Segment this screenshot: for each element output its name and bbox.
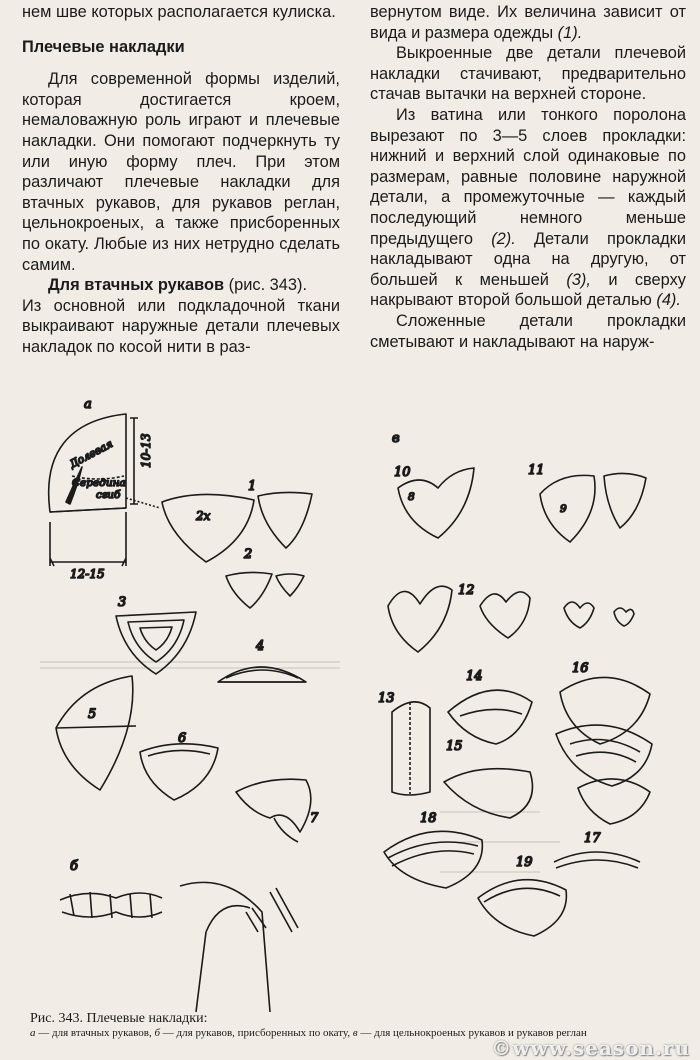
piece-11 [540, 473, 646, 542]
caption-v-letter: в [352, 1027, 358, 1039]
grain-label: Долевая [67, 437, 115, 471]
piece-3 [116, 612, 196, 674]
paragraph-r3-a: Из ватина или тонкого поролона вырезают по 3—5 слоев прокладки: нижний и верхний слой одинаковые по размерам, равные половине наружной детали, а промежуточные — каждый последующий немного меньше предыдущего [370, 105, 686, 248]
fold-label-1: Середина [72, 477, 126, 489]
piece-16 [556, 677, 652, 824]
paragraph-top: нем шве которых располагается кулиска. [22, 3, 336, 21]
label-v: в [392, 431, 400, 446]
sleeve-drawing [180, 882, 298, 1012]
num-1: 1 [248, 479, 257, 494]
piece-13 [392, 702, 430, 795]
num-3: 3 [118, 595, 127, 610]
paragraph-r1 [370, 2, 686, 43]
piece-7 [236, 779, 311, 842]
ref-1: (1). [557, 23, 583, 42]
dim-height: 10-13 [139, 433, 153, 468]
caption-title: Рис. 343. Плечевые накладки: [30, 1011, 208, 1026]
left-text-column [22, 2, 340, 358]
paragraph-subsection-body: Из основной или подкладочной ткани выкраивают наружные детали плечевых накладок по косой нити в раз- [22, 296, 340, 356]
caption-a-text: — для втачных рукавов, [35, 1027, 155, 1039]
paragraph-subsection [22, 275, 340, 296]
paragraph-r3 [370, 105, 686, 311]
num-17: 17 [584, 831, 601, 846]
piece-17 [554, 852, 640, 868]
piece-1 [162, 492, 312, 562]
caption-b-text: — для рукавов, присборенных по окату, [160, 1027, 353, 1039]
piece-18 [384, 831, 482, 888]
paragraph-r4: Сложенные детали прокладки сметывают и накладывают на наруж- [370, 311, 686, 351]
paragraph-r1-text: вернутом виде. Их величина зависит от вида и размера одежды [370, 3, 686, 42]
right-text-column [370, 2, 686, 352]
piece-6 [140, 744, 218, 800]
paragraph-intro: Для современной формы изделий, которая достигается кроем, немаловажную роль играют и плечевые накладки. Они помогают подчеркнуть ту или иную форму плеч. При этом различают плечевые накладки для втачных рукавов, для рукавов реглан, цельнокроеных, а также присборенных по окату. Любые из них нетрудно сделать самим. [22, 70, 340, 274]
num-7: 7 [310, 811, 319, 826]
num-15: 15 [446, 739, 463, 754]
mult-label: 2х [196, 509, 211, 523]
ref-3: (3), [566, 270, 591, 289]
fold-label-2: сгиб [96, 489, 121, 501]
num-16: 16 [572, 661, 589, 676]
figure-343 [0, 372, 700, 1012]
num-14: 14 [466, 669, 483, 684]
num-9: 9 [560, 503, 567, 515]
num-11: 11 [528, 463, 545, 478]
num-5: 5 [88, 707, 97, 722]
num-13: 13 [378, 691, 395, 706]
subsection-figure-ref: (рис. 343). [228, 276, 308, 295]
piece-15 [444, 769, 533, 818]
paragraph-r2: Выкроенные две детали плечевой накладки стачивают, предварительно стачав вытачки на верхней стороне. [370, 44, 686, 104]
num-6: 6 [178, 731, 187, 746]
piece-19 [478, 880, 566, 936]
num-4: 4 [256, 639, 265, 654]
num-10: 10 [394, 465, 411, 480]
caption-b-letter: б [154, 1027, 161, 1039]
section-heading: Плечевые накладки [22, 37, 185, 56]
piece-12 [388, 586, 634, 652]
label-a: а [84, 397, 92, 412]
num-18: 18 [420, 811, 437, 826]
paragraph-r3-b: Детали прокладки накладывают одна на другую, от большей к меньшей [370, 229, 686, 289]
num-8: 8 [408, 491, 415, 503]
subsection-heading: Для втачных рукавов [48, 276, 225, 295]
ref-2: (2). [491, 229, 516, 248]
num-19: 19 [516, 855, 533, 870]
paragraph-r3-c: и сверху накрывают второй большой деталью [370, 270, 686, 310]
caption-v-text: — для цельнокроеных рукавов и рукавов реглан [357, 1027, 587, 1039]
piece-5 [56, 676, 136, 790]
piece-2 [226, 572, 304, 608]
site-watermark: ©www.season.ru [491, 1036, 690, 1060]
num-12: 12 [458, 583, 475, 598]
ref-4: (4). [656, 291, 681, 310]
piece-14 [448, 690, 532, 744]
figure-illustration [0, 372, 700, 1012]
num-2: 2 [244, 547, 253, 562]
caption-a-letter: а [30, 1027, 36, 1039]
label-b: б [70, 859, 78, 874]
pattern-b [60, 892, 162, 918]
piece-4 [218, 667, 306, 682]
dim-width: 12-15 [70, 567, 105, 581]
